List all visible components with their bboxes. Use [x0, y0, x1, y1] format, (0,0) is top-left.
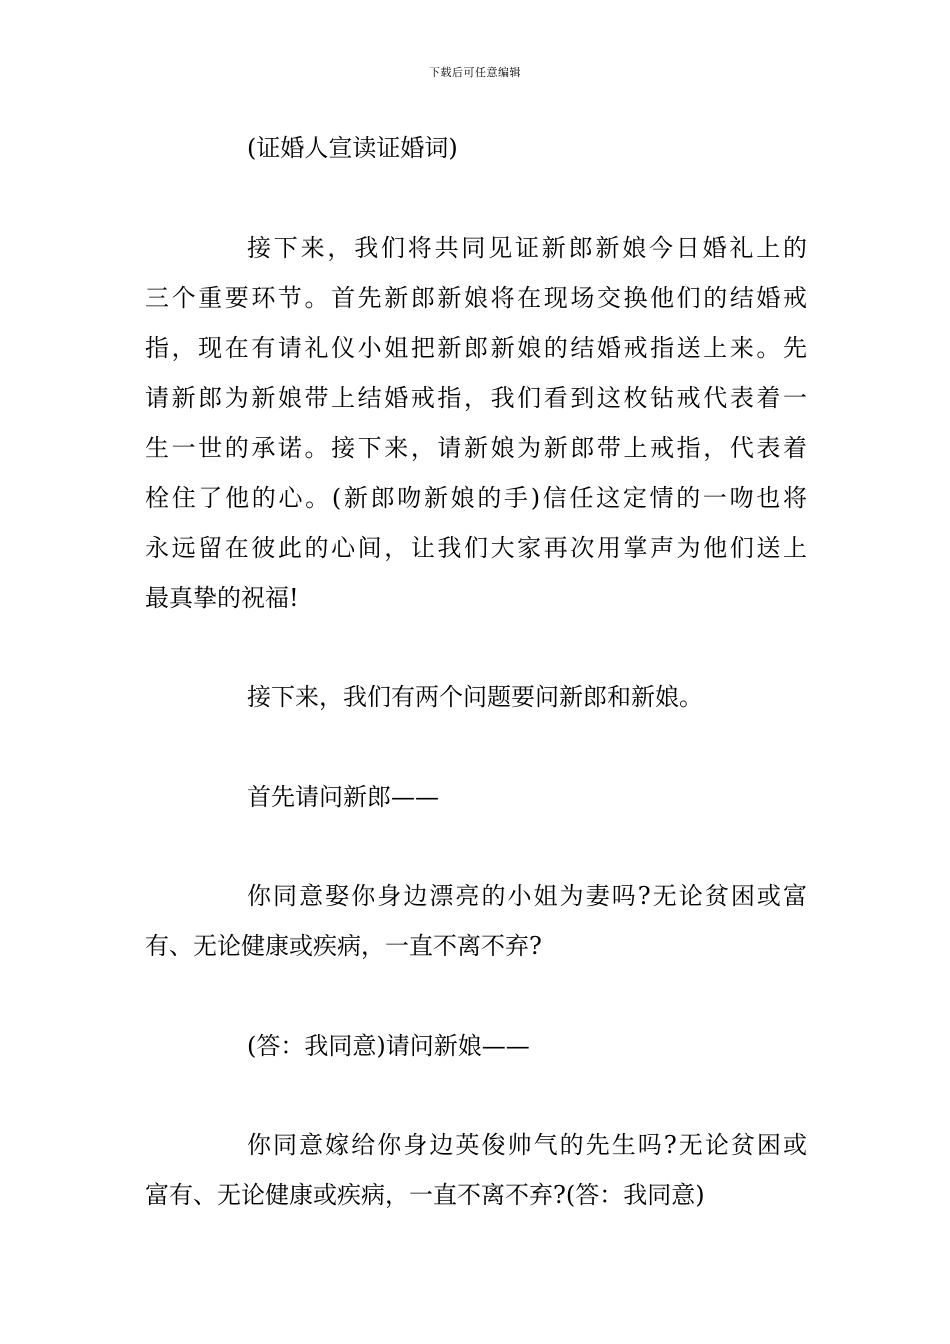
text-line: 最真挚的祝福! — [145, 584, 299, 612]
text-line: (答：我同意)请问新娘—— — [247, 1032, 530, 1060]
page-header: 下载后可任意编辑 — [429, 66, 521, 79]
text-line: 栓住了他的心。(新郎吻新娘的手)信任这定情的一吻也将 — [145, 484, 807, 512]
text-line: 有、无论健康或疾病，一直不离不弃? — [145, 932, 542, 960]
text-line: 富有、无论健康或疾病，一直不离不弃?(答：我同意) — [145, 1181, 705, 1209]
paragraph-bride-vow — [145, 1120, 807, 1220]
text-line: 首先请问新郎—— — [247, 783, 439, 811]
text-line: 接下来，我们有两个问题要问新郎和新娘。 — [247, 683, 703, 711]
text-line: (证婚人宣读证婚词) — [247, 134, 458, 162]
paragraph-groom-vow — [145, 871, 807, 971]
text-line: 你同意娶你身边漂亮的小姐为妻吗?无论贫困或富 — [247, 882, 807, 910]
text-line: 你同意嫁给你身边英俊帅气的先生吗?无论贫困或 — [247, 1131, 807, 1159]
text-line: 接下来，我们将共同见证新郎新娘今日婚礼上的 — [247, 234, 807, 262]
paragraph-ask-bride — [145, 1021, 807, 1071]
paragraph-ask-groom — [145, 772, 807, 822]
text-line: 请新郎为新娘带上结婚戒指，我们看到这枚钻戒代表着一 — [145, 384, 807, 412]
text-line: 三个重要环节。首先新郎新娘将在现场交换他们的结婚戒 — [145, 284, 807, 312]
text-line: 永远留在彼此的心间，让我们大家再次用掌声为他们送上 — [145, 534, 807, 562]
text-line: 生一世的承诺。接下来，请新娘为新郎带上戒指，代表着 — [145, 434, 807, 462]
text-line: 指，现在有请礼仪小姐把新郎新娘的结婚戒指送上来。先 — [145, 334, 807, 362]
paragraph-ring-exchange — [145, 223, 807, 623]
paragraph-questions-intro — [145, 672, 807, 722]
paragraph-witness-reading — [145, 123, 807, 173]
